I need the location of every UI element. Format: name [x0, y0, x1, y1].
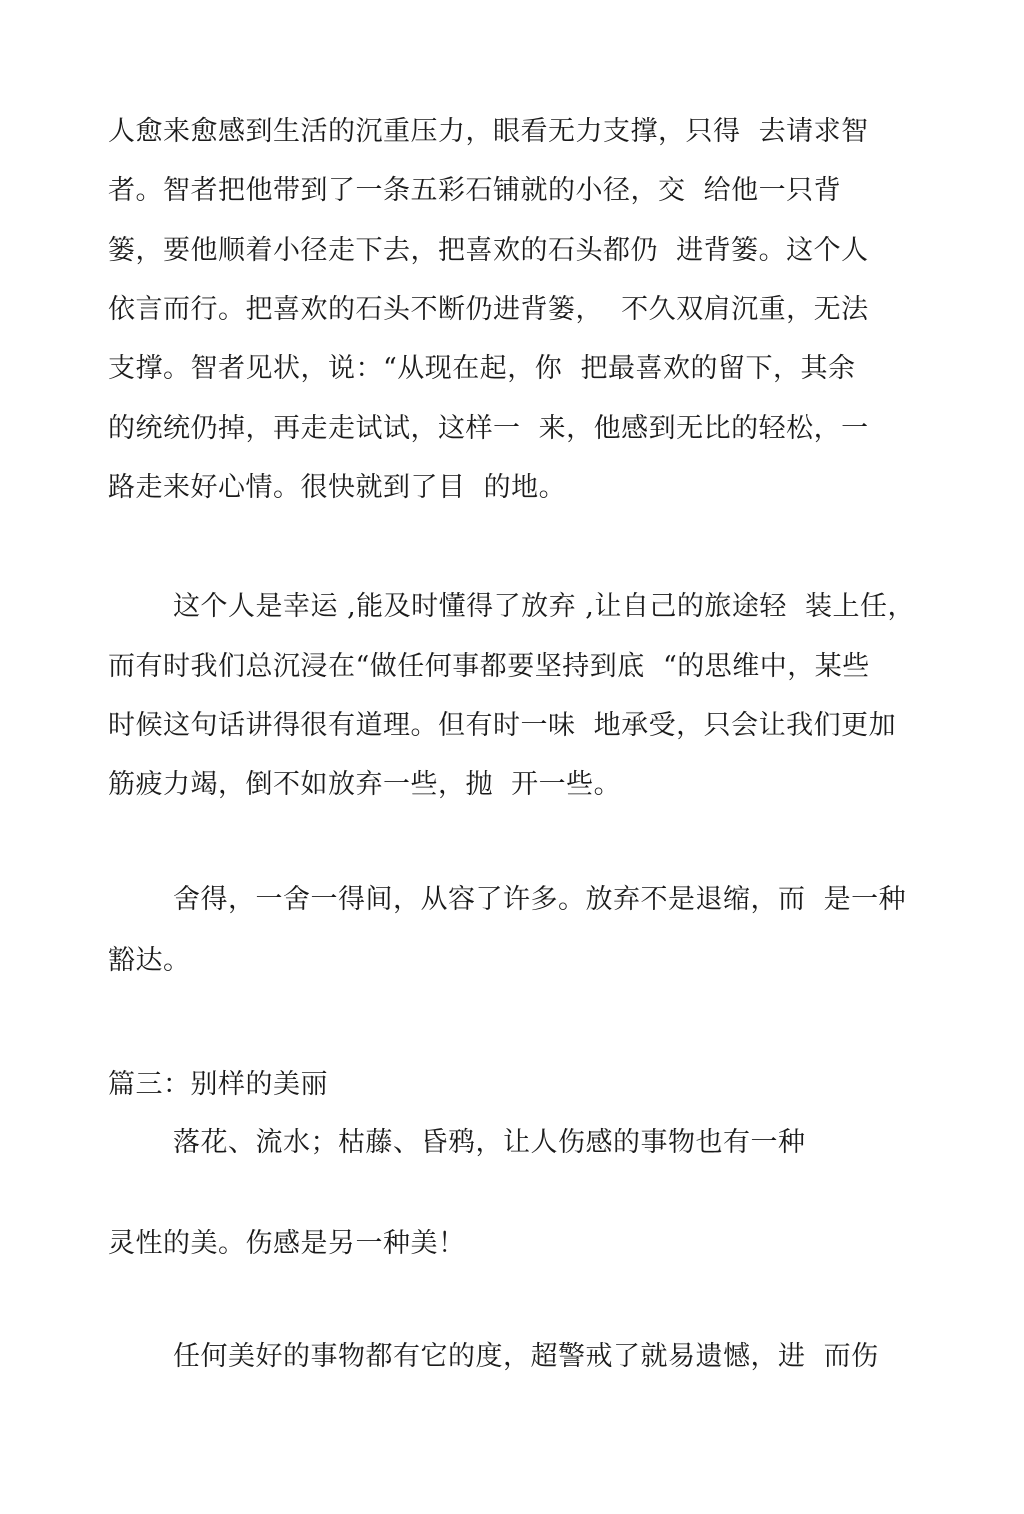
paragraph-line: 筋疲力竭，倒不如放弃一些，抛 开一些。	[108, 769, 622, 800]
paragraph-line: 时候这句话讲得很有道理。但有时一味 地承受，只会让我们更加	[108, 710, 897, 741]
paragraph-line: 篓，要他顺着小径走下去，把喜欢的石头都仍 进背篓。这个人	[108, 235, 869, 266]
paragraph-line: 依言而行。把喜欢的石头不断仍进背篓， 不久双肩沉重，无法	[108, 294, 869, 325]
paragraph-line: 人愈来愈感到生活的沉重压力，眼看无力支撑，只得 去请求智	[108, 116, 869, 147]
paragraph-line: 这个人是幸运 ,能及时懂得了放弃 ,让自己的旅途轻 装上任，	[173, 591, 915, 622]
paragraph-line: 而有时我们总沉浸在“做任何事都要坚持到底 “的思维中，某些	[108, 651, 870, 682]
paragraph-line: 落花、流水；枯藤、昏鸦，让人伤感的事物也有一种	[173, 1127, 806, 1158]
paragraph-line: 灵性的美。伤感是另一种美！	[108, 1228, 466, 1259]
paragraph-line: 者。智者把他带到了一条五彩石铺就的小径，交 给他一只背	[108, 175, 842, 206]
paragraph-line: 豁达。	[108, 945, 191, 976]
paragraph-line: 支撑。智者见状，说：“从现在起，你 把最喜欢的留下，其余	[108, 353, 856, 384]
paragraph-line: 路走来好心情。很快就到了目 的地。	[108, 472, 567, 503]
paragraph-line: 的统统仍掉，再走走试试，这样一 来，他感到无比的轻松，一	[108, 413, 869, 444]
paragraph-line: 任何美好的事物都有它的度，超警戒了就易遗憾，进 而伤	[173, 1341, 879, 1372]
section-heading: 篇三：别样的美丽	[108, 1069, 328, 1100]
paragraph-line: 舍得，一舍一得间，从容了许多。放弃不是退缩，而 是一种	[173, 884, 907, 915]
